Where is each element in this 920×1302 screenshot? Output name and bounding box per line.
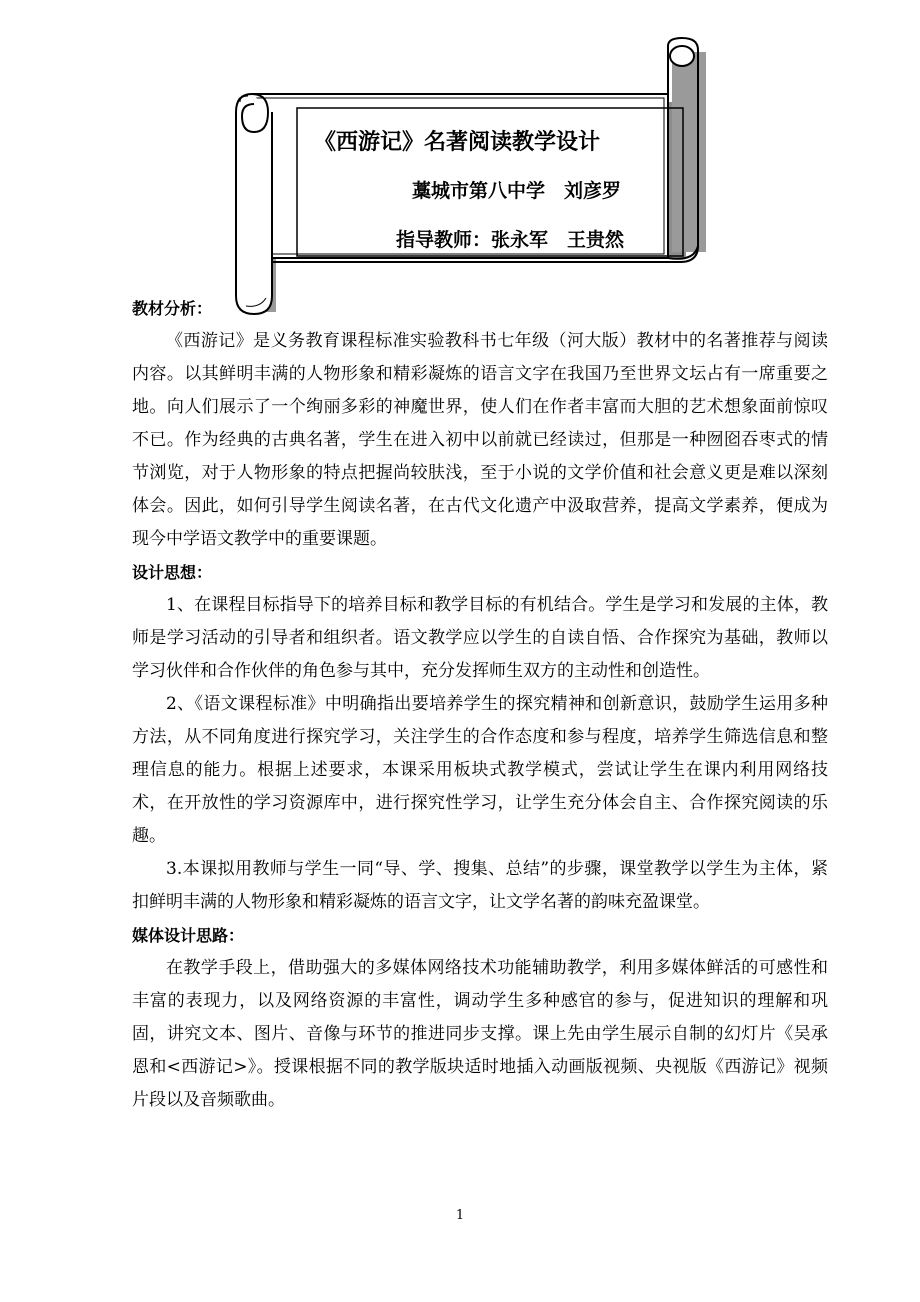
section-heading: 设计思想： [132,563,213,582]
document-body [132,292,828,1117]
paragraph: 2、《语文课程标准》中明确指出要培养学生的探究精神和创新意识，鼓励学生运用多种方法，从不同角度进行探究学习，关注学生的合作态度和参与程度，培养学生筛选信息和整理信息的能力。根据上述要求，本课采用板块式教学模式，尝试让学生在课内利用网络技术，在开放性的学习资源库中，进行探究性学习，让学生充分体会自主、合作探究阅读的乐趣。 [132,694,828,846]
section-heading: 教材分析： [132,299,213,318]
author-line: 藁城市第八中学 刘彦罗 [412,180,622,202]
advisor-line: 指导教师：张永军 王贵然 [396,229,625,251]
document-title: 《西游记》名著阅读教学设计 [314,129,601,155]
section-textbook-analysis [132,292,828,556]
paragraph: 《西游记》是义务教育课程标准实验教科书七年级（河大版）教材中的名著推荐与阅读内容。以其鲜明丰满的人物形象和精彩凝炼的语言文字在我国乃至世界文坛占有一席重要之地。向人们展示了一个绚丽多彩的神魔世界，使人们在作者丰富而大胆的艺术想象面前惊叹不已。作为经典的古典名著，学生在进入初中以前就已经读过，但那是一种囫囵吞枣式的情节浏览，对于人物形象的特点把握尚较肤浅，至于小说的文学价值和社会意义更是难以深刻体会。因此，如何引导学生阅读名著，在古代文化遗产中汲取营养，提高文学素养，便成为现今中学语文教学中的重要课题。 [132,331,828,549]
section-media-design [132,919,828,1117]
section-heading: 媒体设计思路： [132,926,245,945]
paragraph: 3.本课拟用教师与学生一同“导、学、搜集、总结”的步骤，课堂教学以学生为主体，紧扣鲜明丰满的人物形象和精彩凝炼的语言文字，让文学名著的韵味充盈课堂。 [132,859,828,912]
paragraph: 在教学手段上，借助强大的多媒体网络技术功能辅助教学，利用多媒体鲜活的可感性和丰富的表现力，以及网络资源的丰富性，调动学生多种感官的参与，促进知识的理解和巩固，讲究文本、图片、音像与环节的推进同步支撑。课上先由学生展示自制的幻灯片《吴承恩和<西游记>》。授课根据不同的教学版块适时地插入动画版视频、央视版《西游记》视频片段以及音频歌曲。 [132,958,828,1110]
paragraph: 1、在课程目标指导下的培养目标和教学目标的有机结合。学生是学习和发展的主体，教师是学习活动的引导者和组织者。语文教学应以学生的自读自悟、合作探究为基础，教师以学习伙伴和合作伙伴的角色参与其中，充分发挥师生双方的主动性和创造性。 [132,595,828,681]
page-number: 1 [455,1208,465,1223]
section-design-thought [132,556,828,919]
